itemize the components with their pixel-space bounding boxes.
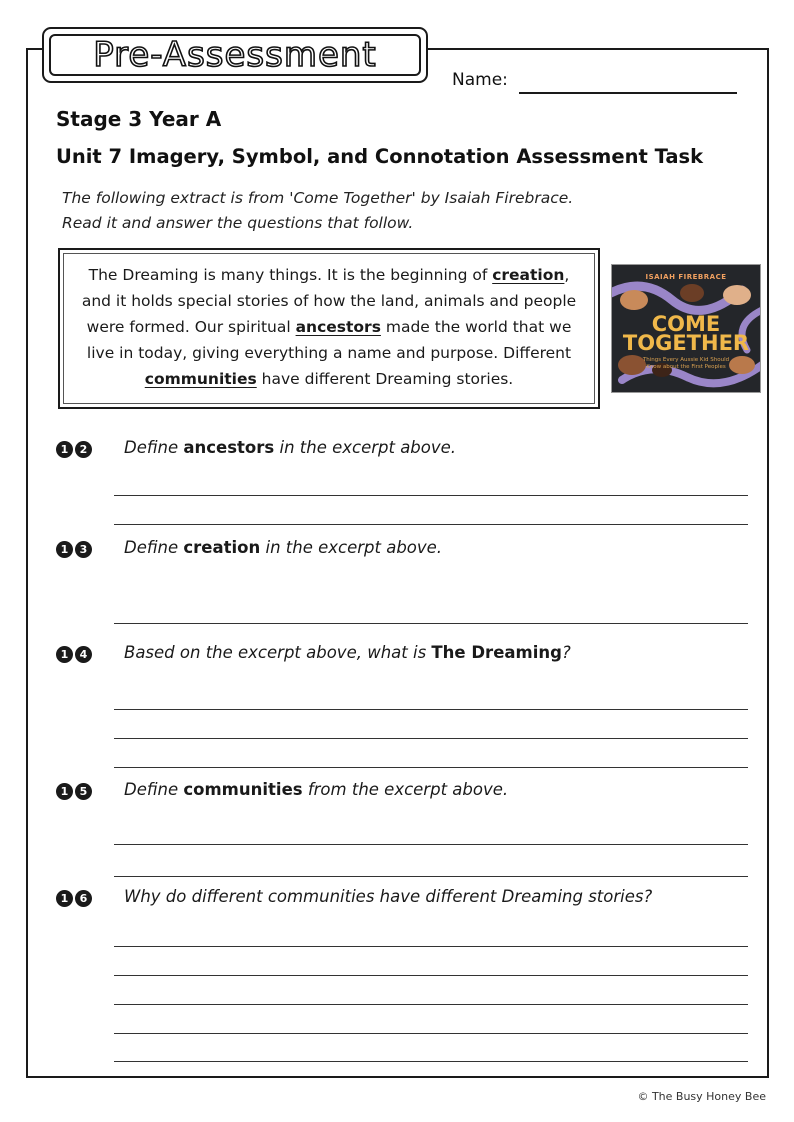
extract-text bbox=[72, 262, 586, 392]
extract-word-communities: communities bbox=[144, 370, 257, 388]
title-banner bbox=[42, 27, 428, 83]
answer-line[interactable] bbox=[114, 524, 748, 525]
question-text: Why do different communities have different Dreaming stories? bbox=[124, 887, 653, 906]
question-number bbox=[56, 890, 92, 907]
book-title bbox=[612, 312, 760, 355]
question-number bbox=[56, 783, 92, 800]
extract-part-2: , and it holds special stories of how the land, animals and people were formed. Our spiritual bbox=[81, 266, 577, 336]
number-circle: 6 bbox=[75, 890, 92, 907]
answer-line[interactable] bbox=[114, 709, 748, 710]
extract-part-1: The Dreaming is many things. It is the beginning of bbox=[88, 266, 493, 284]
book-author: ISAIAH FIREBRACE bbox=[645, 273, 727, 281]
intro-line-1: The following extract is from 'Come Together' by Isaiah Firebrace. bbox=[62, 189, 574, 207]
page-title: Pre-Assessment bbox=[93, 35, 377, 75]
name-field[interactable] bbox=[519, 92, 737, 94]
number-circle: 1 bbox=[56, 541, 73, 558]
question-text: Define communities from the excerpt above. bbox=[124, 780, 509, 799]
number-circle: 1 bbox=[56, 890, 73, 907]
number-circle: 3 bbox=[75, 541, 92, 558]
answer-line[interactable] bbox=[114, 623, 748, 624]
answer-line[interactable] bbox=[114, 975, 748, 976]
book-title-line-2: TOGETHER bbox=[622, 331, 750, 355]
name-label: Name: bbox=[452, 70, 508, 90]
number-circle: 5 bbox=[75, 783, 92, 800]
book-cover-image bbox=[612, 265, 760, 392]
question-number bbox=[56, 541, 92, 558]
unit-heading: Unit 7 Imagery, Symbol, and Connotation Assessment Task bbox=[56, 145, 704, 168]
answer-line[interactable] bbox=[114, 1033, 748, 1034]
extract-part-4: have different Dreaming stories. bbox=[256, 370, 514, 388]
number-circle: 1 bbox=[56, 646, 73, 663]
question-text: Based on the excerpt above, what is The Dreaming? bbox=[124, 643, 571, 662]
book-subtitle: Things Every Aussie Kid Should Know about the First Peoples bbox=[642, 357, 730, 370]
question-text: Define ancestors in the excerpt above. bbox=[124, 438, 457, 457]
copyright-text: © The Busy Honey Bee bbox=[637, 1090, 766, 1103]
extract-part-3: made the world that we live in today, giving everything a name and purpose. Different bbox=[86, 318, 572, 362]
answer-line[interactable] bbox=[114, 495, 748, 496]
answer-line[interactable] bbox=[114, 946, 748, 947]
number-circle: 2 bbox=[75, 441, 92, 458]
number-circle: 1 bbox=[56, 783, 73, 800]
extract-box bbox=[58, 248, 600, 409]
answer-line[interactable] bbox=[114, 1004, 748, 1005]
answer-line[interactable] bbox=[114, 844, 748, 845]
extract-word-ancestors: ancestors bbox=[295, 318, 381, 336]
question-number bbox=[56, 646, 92, 663]
stage-heading: Stage 3 Year A bbox=[56, 107, 222, 131]
title-banner-inner bbox=[49, 34, 421, 76]
answer-line[interactable] bbox=[114, 767, 748, 768]
book-title-line-1: COME bbox=[651, 312, 721, 336]
answer-line[interactable] bbox=[114, 876, 748, 877]
answer-line[interactable] bbox=[114, 738, 748, 739]
extract-word-creation: creation bbox=[492, 266, 565, 284]
question-number bbox=[56, 441, 92, 458]
number-circle: 4 bbox=[75, 646, 92, 663]
answer-line[interactable] bbox=[114, 1061, 748, 1062]
number-circle: 1 bbox=[56, 441, 73, 458]
intro-text bbox=[62, 186, 573, 236]
intro-line-2: Read it and answer the questions that follow. bbox=[62, 214, 414, 232]
question-text: Define creation in the excerpt above. bbox=[124, 538, 443, 557]
